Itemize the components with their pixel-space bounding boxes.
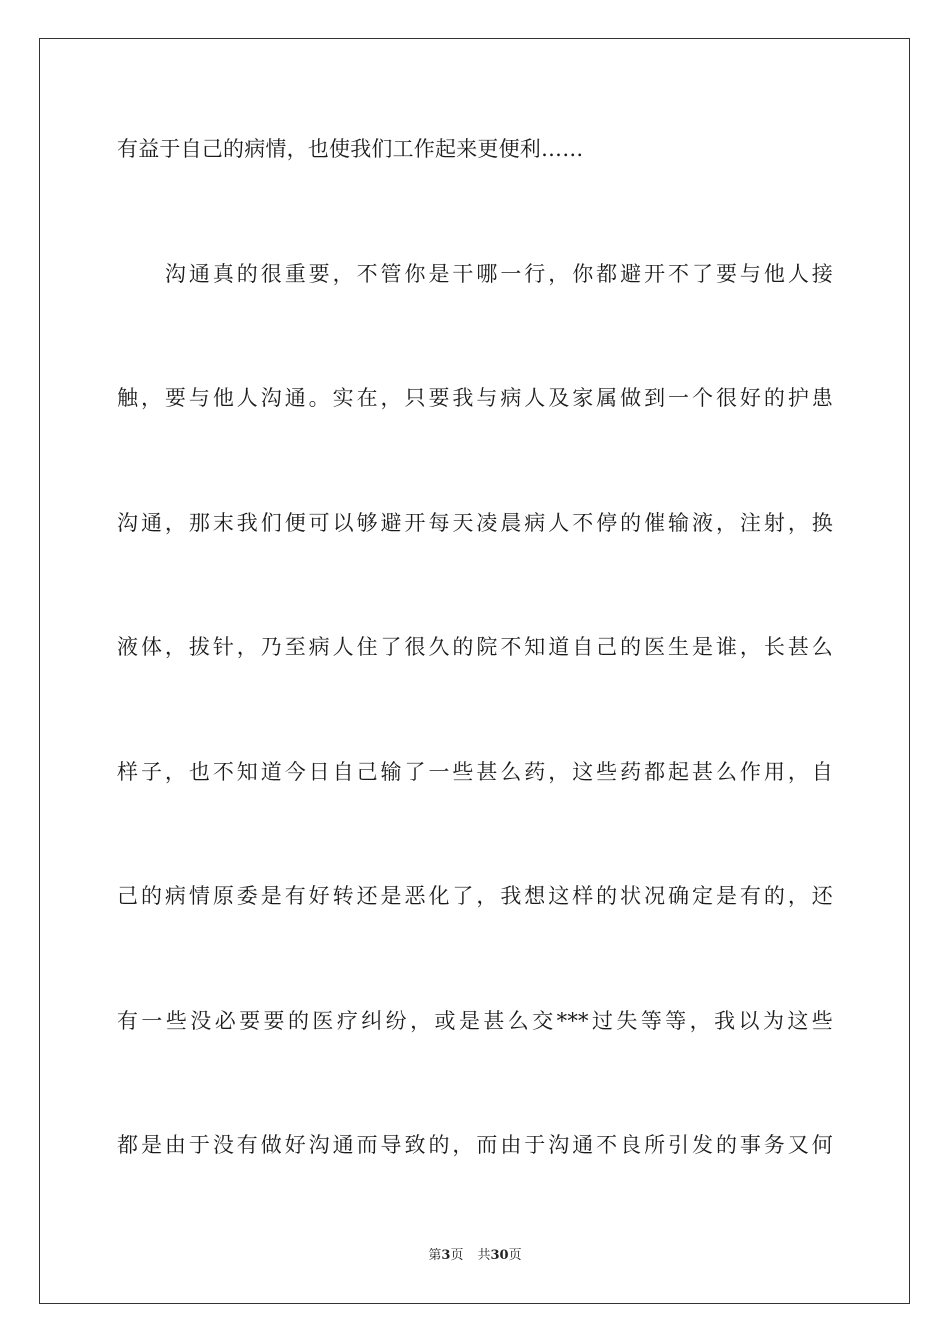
body-text-line-1: 有益于自己的病情，也使我们工作起来更便利…… — [117, 137, 584, 161]
page-footer — [0, 1247, 950, 1265]
body-text-line-4: 沟通，那末我们便可以够避开每天凌晨病人不停的催输液，注射，换 — [117, 511, 833, 535]
page-frame — [39, 38, 910, 1304]
total-pages: 30 — [490, 1248, 509, 1263]
body-text-line-3: 触，要与他人沟通。实在，只要我与病人及家属做到一个很好的护患 — [117, 386, 833, 410]
page-number: 3 — [441, 1248, 451, 1263]
page-suffix: 页 — [450, 1248, 464, 1263]
body-text-line-5: 液体，拔针，乃至病人住了很久的院不知道自己的医生是谁，长甚么 — [117, 635, 833, 659]
body-text-line-9: 都是由于没有做好沟通而导致的，而由于沟通不良所引发的事务又何 — [117, 1133, 833, 1157]
body-text-line-7: 己的病情原委是有好转还是恶化了，我想这样的状况确定是有的，还 — [117, 884, 833, 908]
body-text-line-2: 沟通真的很重要，不管你是干哪一行，你都避开不了要与他人接 — [117, 262, 833, 286]
body-text-line-8: 有一些没必要要的医疗纠纷，或是甚么交***过失等等，我以为这些 — [117, 1009, 833, 1033]
page-prefix: 第 — [428, 1248, 442, 1263]
body-text-line-6: 样子，也不知道今日自己输了一些甚么药，这些药都起甚么作用，自 — [117, 760, 833, 784]
total-suffix: 页 — [508, 1248, 522, 1263]
total-prefix: 共 — [477, 1248, 491, 1263]
